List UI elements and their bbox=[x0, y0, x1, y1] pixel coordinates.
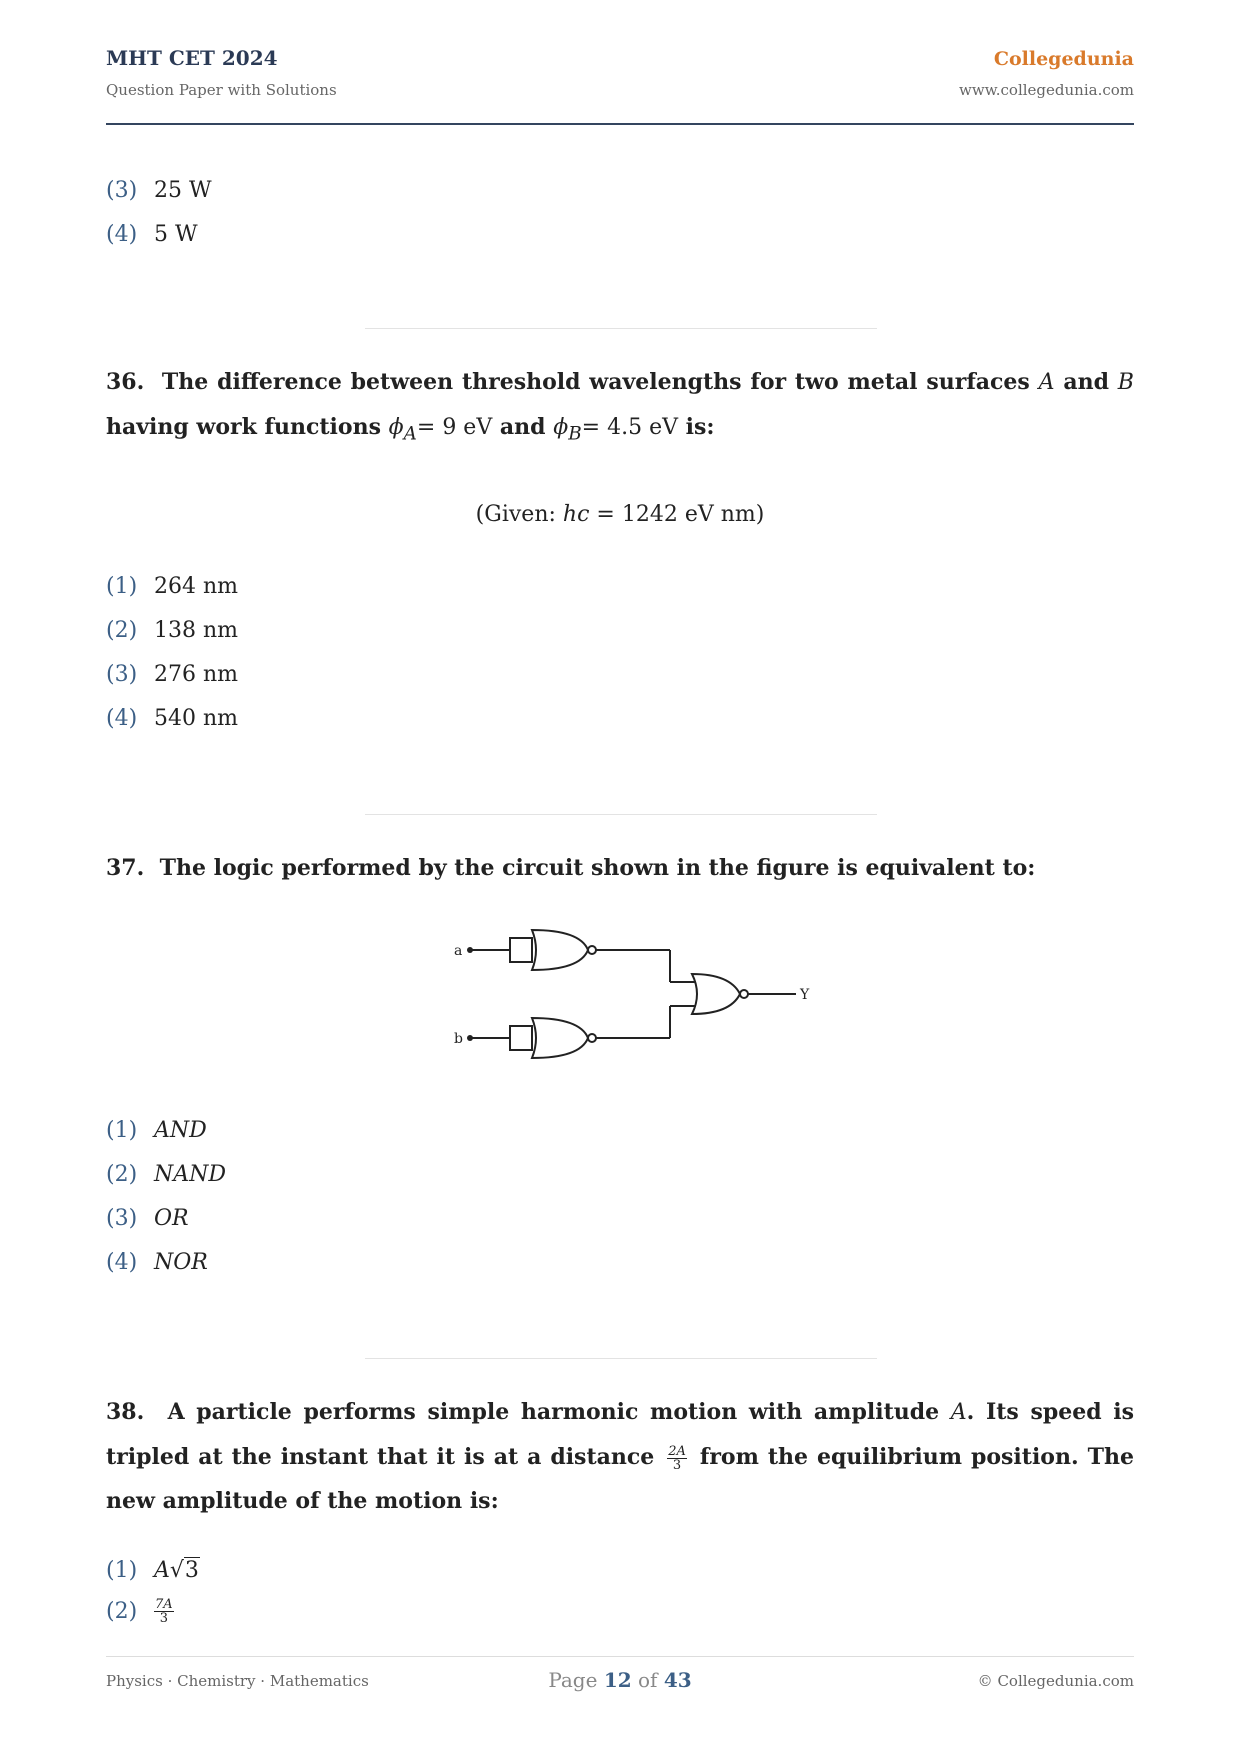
question-separator bbox=[365, 328, 877, 329]
q37-option-4 bbox=[106, 1250, 208, 1275]
q36-option-1 bbox=[106, 574, 238, 599]
option-number: (1) bbox=[106, 1558, 138, 1583]
question-separator bbox=[365, 814, 877, 815]
q38-option-1 bbox=[106, 1558, 200, 1583]
option-value: NAND bbox=[154, 1162, 227, 1187]
option-value: 264 nm bbox=[154, 574, 239, 599]
math-var: A bbox=[950, 1400, 967, 1425]
math-var: ϕ bbox=[388, 415, 404, 440]
question-text: and bbox=[1063, 369, 1109, 395]
option-value: 276 nm bbox=[154, 662, 239, 687]
q36-option-3 bbox=[106, 662, 238, 687]
q37-option-2 bbox=[106, 1162, 226, 1187]
given-prefix: (Given: bbox=[475, 502, 556, 527]
brand-url[interactable]: www.collegedunia.com bbox=[959, 81, 1134, 99]
q37-option-3 bbox=[106, 1206, 189, 1231]
math-var: ϕ bbox=[553, 415, 569, 440]
q36-option-4 bbox=[106, 706, 238, 731]
math-value: = 9 eV bbox=[416, 415, 493, 440]
option-value: 25 W bbox=[154, 178, 212, 203]
option-value: OR bbox=[154, 1206, 189, 1231]
document-subtitle: Question Paper with Solutions bbox=[106, 81, 337, 99]
footer-divider bbox=[106, 1656, 1134, 1657]
question-text: and bbox=[499, 414, 546, 440]
question-number: 37. bbox=[106, 855, 145, 881]
input-b-label: b bbox=[454, 1031, 463, 1047]
question-38 bbox=[106, 1390, 1134, 1523]
fraction bbox=[154, 1598, 174, 1625]
fraction-denominator: 3 bbox=[672, 1457, 682, 1473]
page-prefix: Page bbox=[548, 1668, 598, 1692]
math-var: A bbox=[1038, 370, 1055, 395]
input-a-label: a bbox=[454, 943, 463, 959]
question-text: having work functions bbox=[106, 414, 381, 440]
header-divider bbox=[106, 123, 1134, 125]
q36-option-2 bbox=[106, 618, 238, 643]
radicand: 3 bbox=[184, 1558, 199, 1583]
radical-sign: √ bbox=[169, 1558, 184, 1583]
question-number: 38. bbox=[106, 1399, 145, 1425]
question-text: . Its speed is tripled at the instant that it is at a distance bbox=[106, 1399, 1134, 1470]
math-value: = 4.5 eV bbox=[581, 415, 678, 440]
input-b-terminal bbox=[467, 1035, 473, 1041]
question-text: The difference between threshold wavelengths for two metal surfaces bbox=[161, 369, 1030, 395]
fraction-denominator: 3 bbox=[159, 1611, 168, 1626]
logic-circuit-figure bbox=[440, 920, 820, 1060]
question-text: The logic performed by the circuit shown in the figure is equivalent to: bbox=[159, 855, 1036, 881]
q35-option-4 bbox=[106, 222, 198, 247]
question-36 bbox=[106, 360, 1134, 456]
footer-subjects: Physics · Chemistry · Mathematics bbox=[106, 1672, 369, 1690]
math-subscript: A bbox=[403, 423, 417, 445]
output-y-label: Y bbox=[800, 987, 810, 1003]
q37-option-1 bbox=[106, 1118, 207, 1143]
input-a-terminal bbox=[467, 947, 473, 953]
option-number: (2) bbox=[106, 1162, 138, 1187]
q35-option-3 bbox=[106, 178, 212, 203]
footer-copyright: © Collegedunia.com bbox=[977, 1672, 1134, 1690]
page-of: of bbox=[638, 1668, 658, 1692]
question-text: is: bbox=[685, 414, 715, 440]
option-number: (4) bbox=[106, 222, 138, 247]
option-number: (3) bbox=[106, 662, 138, 687]
question-number: 36. bbox=[106, 369, 145, 395]
question-37 bbox=[106, 846, 1134, 890]
option-number: (2) bbox=[106, 1598, 138, 1624]
fraction-numerator: 7A bbox=[155, 1597, 173, 1612]
page-current: 12 bbox=[603, 1668, 632, 1692]
option-value: AND bbox=[154, 1118, 207, 1143]
math-var: B bbox=[1117, 370, 1134, 395]
option-value: NOR bbox=[154, 1250, 208, 1275]
question-separator bbox=[365, 1358, 877, 1359]
question-text: A particle performs simple harmonic motion with amplitude bbox=[167, 1399, 940, 1425]
fraction-numerator: 2A bbox=[668, 1443, 686, 1459]
option-number: (3) bbox=[106, 1206, 138, 1231]
option-number: (2) bbox=[106, 618, 138, 643]
given-note bbox=[0, 502, 1240, 527]
option-number: (1) bbox=[106, 1118, 138, 1143]
q38-option-2 bbox=[106, 1598, 178, 1625]
math-var: hc bbox=[562, 502, 590, 527]
document-title: MHT CET 2024 bbox=[106, 46, 278, 70]
option-value: 540 nm bbox=[154, 706, 239, 731]
option-value bbox=[154, 1557, 200, 1583]
option-number: (3) bbox=[106, 178, 138, 203]
option-number: (4) bbox=[106, 1250, 138, 1275]
option-value: 138 nm bbox=[154, 618, 239, 643]
brand-name: Collegedunia bbox=[993, 48, 1134, 70]
question-text: from the equilibrium position. The new amplitude of the motion is: bbox=[106, 1444, 1134, 1514]
math-var: A bbox=[154, 1558, 170, 1583]
given-value: = 1242 eV nm) bbox=[596, 502, 765, 527]
option-number: (1) bbox=[106, 574, 138, 599]
option-value: 5 W bbox=[154, 222, 198, 247]
math-subscript: B bbox=[568, 423, 582, 445]
page-total: 43 bbox=[663, 1668, 692, 1692]
option-number: (4) bbox=[106, 706, 138, 731]
fraction bbox=[667, 1445, 687, 1472]
